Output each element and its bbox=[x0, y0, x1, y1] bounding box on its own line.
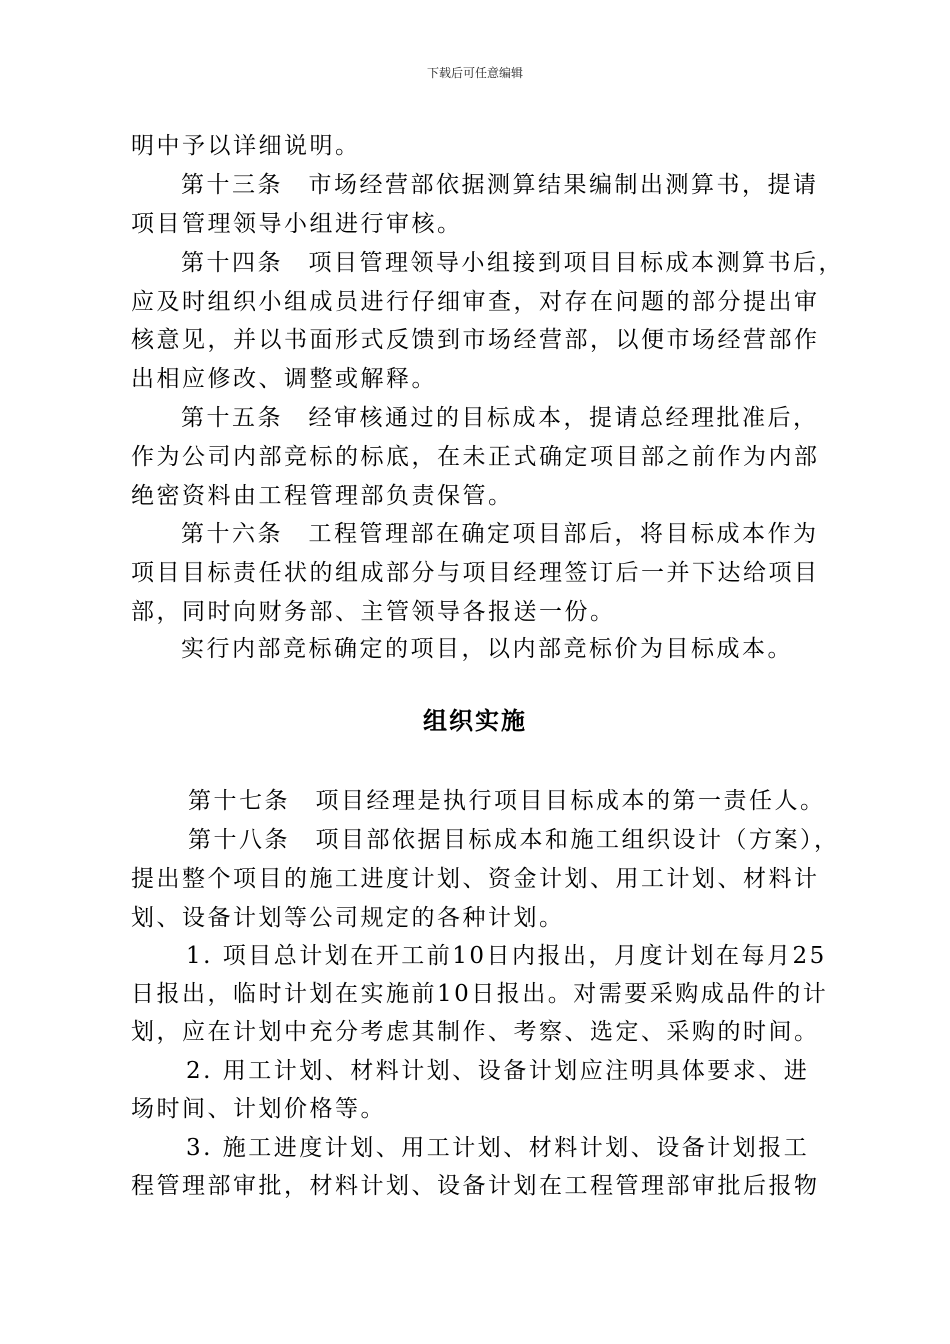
article-16-line: 第十六条 工程管理部在确定项目部后，将目标成本作为 bbox=[181, 521, 819, 547]
article-18-line: 第十八条 项目部依据目标成本和施工组织设计（方案）， bbox=[188, 827, 840, 853]
article-13-line: 第十三条 市场经营部依据测算结果编制出测算书，提请 bbox=[181, 172, 819, 198]
body-line: 明中予以详细说明。 bbox=[131, 133, 361, 159]
article-15-line: 第十五条 经审核通过的目标成本，提请总经理批准后， bbox=[181, 405, 819, 431]
list-item-3-line: 3. 施工进度计划、用工计划、材料计划、设备计划报工 bbox=[186, 1135, 810, 1161]
body-line: 部，同时向财务部、主管领导各报送一份。 bbox=[131, 599, 616, 625]
body-line: 实行内部竞标确定的项目，以内部竞标价为目标成本。 bbox=[181, 636, 793, 662]
body-line: 作为公司内部竞标的标底，在未正式确定项目部之前作为内部 bbox=[131, 444, 820, 470]
body-line: 核意见，并以书面形式反馈到市场经营部，以便市场经营部作 bbox=[131, 327, 820, 353]
body-line: 出相应修改、调整或解释。 bbox=[131, 366, 437, 392]
body-line: 程管理部审批，材料计划、设备计划在工程管理部审批后报物 bbox=[131, 1173, 820, 1199]
body-line: 提出整个项目的施工进度计划、资金计划、用工计划、材料计 bbox=[131, 866, 820, 892]
page-header-note: 下载后可任意编辑 bbox=[426, 66, 523, 80]
body-line: 绝密资料由工程管理部负责保管。 bbox=[131, 483, 514, 509]
body-line: 项目目标责任状的组成部分与项目经理签订后一并下达给项目 bbox=[131, 560, 820, 586]
article-14-line: 第十四条 项目管理领导小组接到项目目标成本测算书后， bbox=[181, 250, 844, 276]
body-line: 划、设备计划等公司规定的各种计划。 bbox=[131, 905, 565, 931]
body-line: 划，应在计划中充分考虑其制作、考察、选定、采购的时间。 bbox=[131, 1019, 820, 1045]
body-line: 应及时组织小组成员进行仔细审查，对存在问题的部分提出审 bbox=[131, 289, 820, 315]
body-line: 项目管理领导小组进行审核。 bbox=[131, 211, 463, 237]
list-item-2-line: 2. 用工计划、材料计划、设备计划应注明具体要求、进 bbox=[186, 1058, 810, 1084]
section-heading: 组织实施 bbox=[423, 706, 527, 735]
article-17-line: 第十七条 项目经理是执行项目目标成本的第一责任人。 bbox=[188, 788, 826, 814]
list-item-1-line: 1. 项目总计划在开工前10日内报出，月度计划在每月25 bbox=[186, 943, 827, 969]
body-line: 日报出，临时计划在实施前10日报出。对需要采购成品件的计 bbox=[131, 981, 829, 1007]
body-line: 场时间、计划价格等。 bbox=[131, 1096, 386, 1122]
